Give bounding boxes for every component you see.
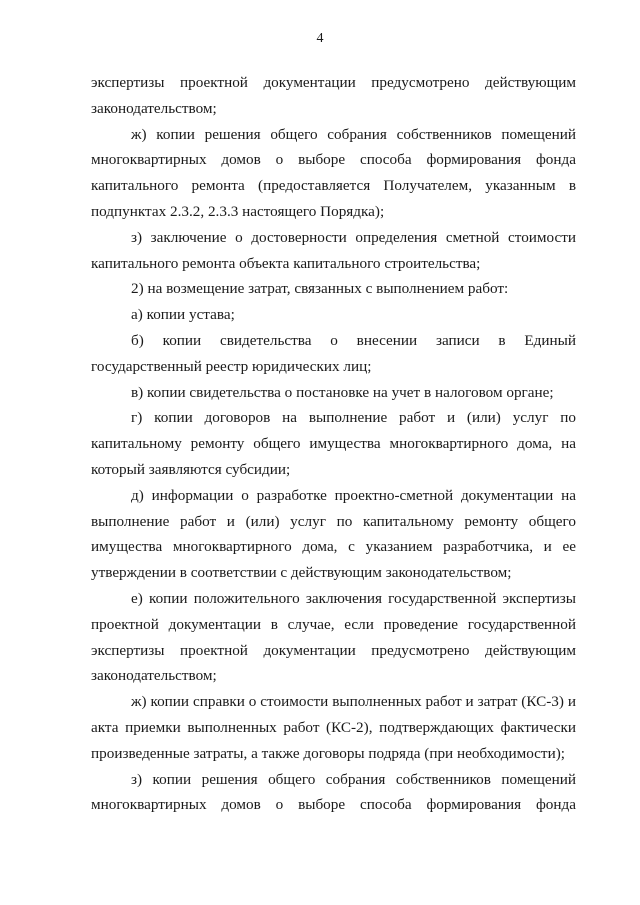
paragraph [91,767,576,819]
paragraph [91,122,576,225]
paragraph [91,225,576,277]
text-line: д) информации о разработке проектно-сметной документации на [131,486,576,504]
text-line: в) копии свидетельства о постановке на учет в налоговом органе; [131,383,554,401]
text-line: экспертизы проектной документации предусмотрено действующим [91,74,576,91]
text-line: з) заключение о достоверности определения сметной стоимости [131,228,576,246]
text-line: акта приемки выполненных работ (КС-2), подтверждающих фактически [91,718,576,736]
text-line: выполнение работ и (или) услуг по капитальному ремонту общего [91,512,576,530]
paragraph [91,483,576,586]
text-line: экспертизы проектной документации предусмотрено действующим [91,641,576,659]
text-line: е) копии положительного заключения государственной экспертизы [131,589,576,607]
paragraph [91,70,576,122]
text-line: ж) копии справки о стоимости выполненных работ и затрат (КС-3) и [131,693,576,711]
paragraph [91,328,576,380]
text-line: 2) на возмещение затрат, связанных с выполнением работ: [131,280,509,298]
text-line: проектной документации в случае, если проведение государственной [91,615,576,633]
paragraph [91,276,576,302]
text-line: законодательством; [91,667,217,685]
paragraph [91,689,576,766]
text-line: подпунктах 2.3.2, 2.3.3 настоящего Порядка); [91,202,385,220]
page-number: 4 [316,31,324,46]
text-line: многоквартирных домов о выборе способа формирования фонда [91,796,576,814]
document-body [91,70,576,818]
paragraph [91,380,576,406]
text-line: з) копии решения общего собрания собственников помещений [131,770,576,788]
text-line: который заявляются субсидии; [91,460,291,478]
text-line: многоквартирных домов о выборе способа формирования фонда [91,151,576,169]
paragraph [91,586,576,689]
text-line: ж) копии решения общего собрания собственников помещений [131,125,576,143]
text-line: государственный реестр юридических лиц; [91,357,372,375]
text-line: капитального ремонта объекта капитального строительства; [91,254,481,272]
paragraph [91,302,576,328]
text-line: а) копии устава; [131,306,235,324]
text-line: законодательством; [91,99,217,117]
text-line: капитального ремонта (предоставляется Получателем, указанным в [91,177,576,195]
text-line: капитальному ремонту общего имущества многоквартирного дома, на [91,435,576,453]
text-line: б) копии свидетельства о внесении записи в Единый [131,331,576,349]
text-line: г) копии договоров на выполнение работ и (или) услуг по [131,409,576,427]
text-line: имущества многоквартирного дома, с указанием разработчика, и ее [91,538,576,556]
paragraph [91,405,576,482]
text-line: утверждении в соответствии с действующим законодательством; [91,564,512,582]
text-line: произведенные затраты, а также договоры подряда (при необходимости); [91,744,565,762]
